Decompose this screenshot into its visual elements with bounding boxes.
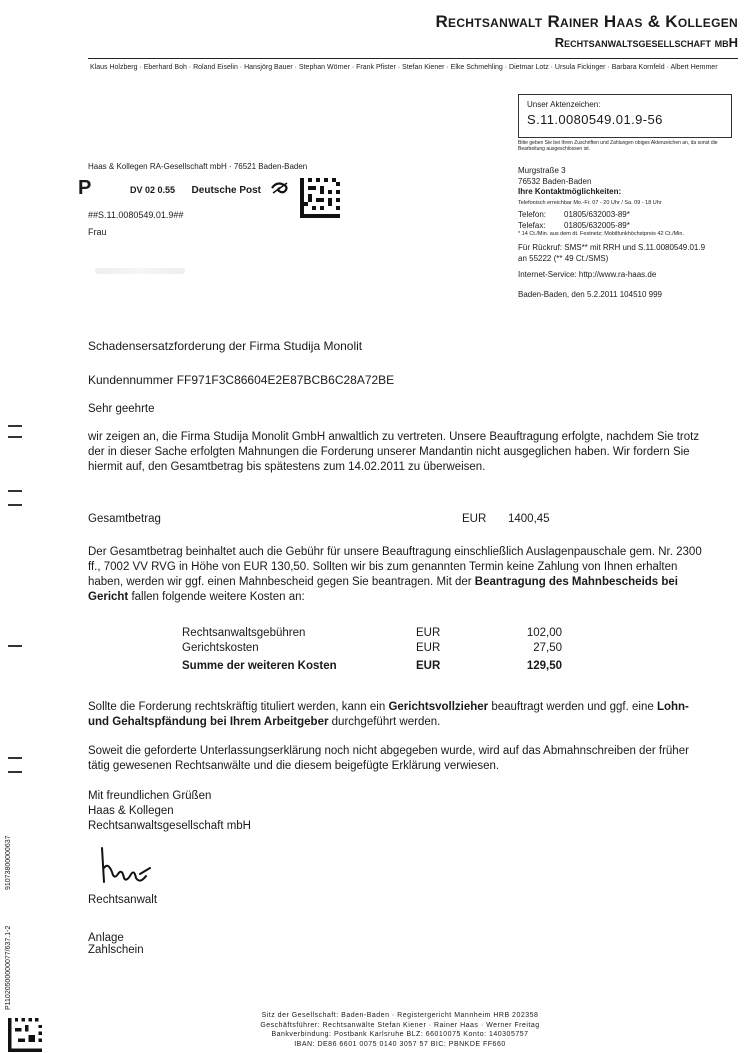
side-code-1: 91073800000637 — [5, 835, 12, 890]
cost-label: Gerichtskosten — [182, 642, 259, 654]
fax-label: Telefax: — [518, 221, 546, 230]
greeting: Sehr geehrte — [88, 403, 155, 415]
side-code-2: P11020500000077/637.1-2 — [5, 925, 12, 1010]
closing-firm-type: Rechtsanwaltsgesellschaft mbH — [88, 820, 251, 832]
partner-list: Klaus Holzberg · Eberhard Boh · Roland Eiselin · Hansjörg Bauer · Stephan Wörner · Frank Pfister · Stefan Kiener · Elke Schmehling · Dietmar Lotz · Ursula Fickinger · Barbara Kornfeld · Albert Hemmer — [90, 64, 718, 71]
footer-line: IBAN: DE86 6601 0075 0140 3057 57 BIC: PBNKDE FF660 — [294, 1040, 506, 1048]
letter-date: Baden-Baden, den 5.2.2011 104510 999 — [518, 290, 662, 299]
attachment-item: Zahlschein — [88, 944, 144, 956]
cost-total-label: Summe der weiteren Kosten — [182, 660, 337, 672]
footer-line: Bankverbindung: Postbank Karlsruhe BLZ: 66010075 Konto: 140305757 — [271, 1031, 529, 1038]
contact-title: Ihre Kontaktmöglichkeiten: — [518, 187, 622, 196]
enforcement-bold-2: Lohn- und Gehaltspfändung bei Ihrem Arbeitgeber — [88, 701, 689, 728]
footer — [220, 1011, 580, 1049]
paragraph-enforcement — [88, 700, 713, 730]
cost-row — [182, 641, 562, 656]
contact-hours: Telefonisch erreichbar Mo.-Fr. 07 - 20 Uhr / Sa. 09 - 18 Uhr — [518, 200, 662, 206]
phone-number: 01805/632003-89* — [564, 210, 630, 219]
cost-note: * 14 Ct./Min. aus dem dt. Festnetz; Mobilfunkhöchstpreis 42 Ct./Min. — [518, 231, 684, 237]
signature-role: Rechtsanwalt — [88, 894, 158, 906]
firm-name: Rechtsanwalt Rainer Haas & Kollegen — [435, 12, 738, 31]
cost-currency: EUR — [416, 627, 441, 639]
deutsche-post-label: Deutsche Post — [191, 185, 262, 196]
bottom-datamatrix-icon — [8, 1018, 42, 1052]
attachment-block — [88, 932, 144, 956]
reference-note: Bitte geben Sie bei Ihren Zuschriften und Zahlungen obiges Aktenzeichen an, da sonst die Bearbeitung ausgeschlossen ist. — [518, 140, 718, 152]
dv-code: DV 02 0.55 — [130, 185, 176, 195]
cost-total-amount: 129,50 — [526, 660, 562, 672]
total-currency: EUR — [462, 513, 487, 525]
enforcement-text-b: beauftragt werden und ggf. eine — [488, 701, 657, 713]
fold-mark — [8, 771, 22, 773]
footer-line: Geschäftsführer: Rechtsanwälte Stefan Kiener · Rainer Haas · Werner Freitag — [260, 1021, 540, 1029]
redacted-address — [95, 268, 185, 274]
fold-mark — [8, 436, 22, 438]
cost-row — [182, 626, 562, 641]
header-divider — [88, 58, 738, 59]
sender-return-line: Haas & Kollegen RA-Gesellschaft mbH · 76521 Baden-Baden — [88, 162, 308, 171]
internet-service: Internet-Service: http://www.ra-haas.de — [518, 270, 657, 279]
fold-mark — [8, 645, 22, 647]
office-city: 76532 Baden-Baden — [518, 177, 592, 186]
fold-mark — [8, 757, 22, 759]
closing-greeting: Mit freundlichen Grüßen — [88, 790, 212, 802]
paragraph-fees — [88, 545, 713, 605]
letter-subject: Schadensersatzforderung der Firma Studija Monolit — [88, 339, 363, 353]
fold-mark — [8, 490, 22, 492]
phone-label: Telefon: — [518, 210, 547, 219]
client-reference: ##S.11.0080549.01.9## — [88, 210, 184, 220]
total-amount-row — [88, 512, 713, 527]
enforcement-bold-1: Gerichtsvollzieher — [388, 701, 489, 713]
firm-subtitle: Rechtsanwaltsgesellschaft mbH — [554, 35, 738, 50]
office-contact-block — [518, 165, 734, 300]
cost-currency: EUR — [416, 642, 441, 654]
reference-box — [518, 94, 732, 138]
enforcement-text-c: durchgeführt werden. — [328, 716, 441, 728]
paragraph-intro: wir zeigen an, die Firma Studija Monolit GmbH anwaltlich zu vertreten. Unsere Beauftragung erfolgte, nachdem Sie trotz der in dieser Sache erfolgten Mahnungen die Forderung unserer Mandantin nicht ausgeglichen haben. Wir fordern Sie hiermit auf, den Gesamtbetrag bis spätestens zum 14.02.2011 zu überweisen. — [88, 431, 700, 473]
fax-row — [518, 220, 734, 231]
total-amount: 1400,45 — [508, 513, 550, 525]
footer-line: Sitz der Gesellschaft: Baden-Baden · Registergericht Mannheim HRB 202358 — [261, 1012, 539, 1019]
cost-label: Rechtsanwaltsgebühren — [182, 627, 306, 639]
fees-text-bold: Beantragung des Mahnbescheids bei Gericht — [88, 576, 679, 603]
cost-amount: 102,00 — [526, 627, 562, 639]
fold-mark — [8, 504, 22, 506]
cost-amount: 27,50 — [533, 642, 562, 654]
attachment-label: Anlage — [88, 932, 124, 944]
cost-total-currency: EUR — [416, 660, 441, 672]
customer-number: Kundennummer FF971F3C86604E2E87BCB6C28A72BE — [88, 373, 395, 387]
datamatrix-code-icon — [300, 178, 340, 218]
cost-total-row — [182, 659, 562, 674]
office-street: Murgstraße 3 — [518, 166, 566, 175]
recipient-salutation: Frau — [88, 227, 107, 237]
sms-line-1: Für Rückruf: SMS** mit RRH und S.11.0080549.01.9 — [518, 243, 706, 252]
fees-text-b: fallen folgende weitere Kosten an: — [128, 591, 305, 603]
postage-p-mark: P — [78, 177, 92, 199]
enforcement-text-a: Sollte die Forderung rechtskräftig tituliert werden, kann ein — [88, 701, 389, 713]
posthorn-icon — [270, 180, 290, 196]
reference-number: S.11.0080549.01.9-56 — [527, 112, 663, 127]
postage-line — [130, 185, 261, 196]
closing-block — [88, 789, 713, 834]
signature-icon — [96, 838, 156, 898]
fax-number: 01805/632005-89* — [564, 221, 630, 230]
closing-firm: Haas & Kollegen — [88, 805, 174, 817]
phone-row — [518, 209, 734, 220]
sms-line-2: an 55222 (** 49 Ct./SMS) — [518, 254, 609, 263]
fees-text-a: Der Gesamtbetrag beinhaltet auch die Gebühr für unsere Beauftragung einschließlich Auslagenpauschale gem. Nr. 2300 ff., 7002 VV RVG in Höhe von EUR 130,50. Sollten wir bis zum genannten Termin keine Zahlung von Ihnen erhalten haben, werden wir ggf. einen Mahnbescheid gegen Sie beantragen. Mit der — [88, 546, 702, 588]
cost-table — [182, 626, 562, 674]
paragraph-declaration: Soweit die geforderte Unterlassungserklärung noch nicht abgegeben wurde, wird auf das Abmahnschreiben der früher tätig gewesenen Rechtsanwälte und die diesem beigefügte Erklärung verwiesen. — [88, 745, 689, 772]
fold-mark — [8, 425, 22, 427]
reference-label: Unser Aktenzeichen: — [527, 100, 601, 109]
total-label: Gesamtbetrag — [88, 513, 161, 525]
